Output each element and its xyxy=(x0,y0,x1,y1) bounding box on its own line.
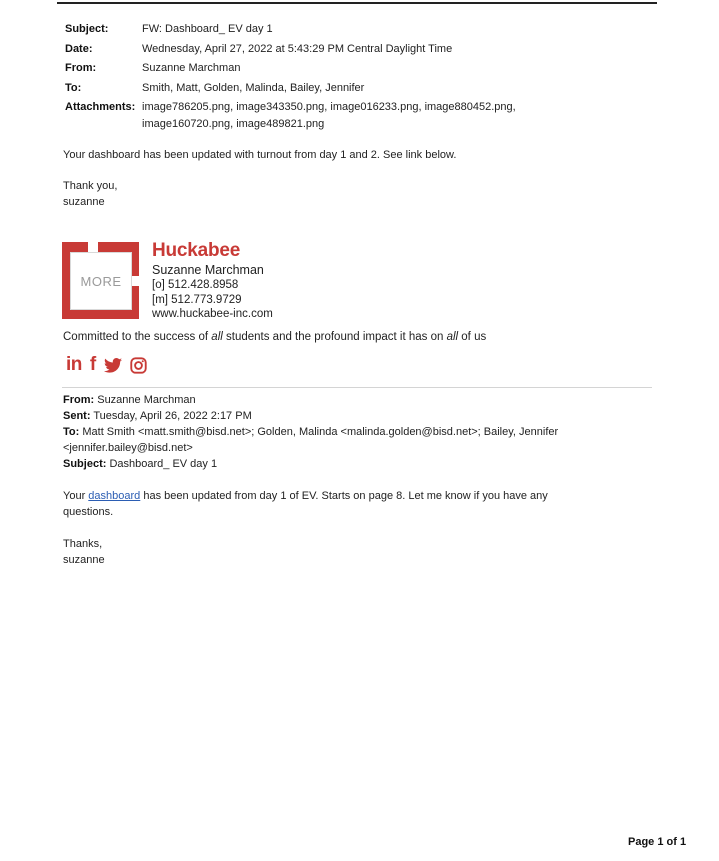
attachments-value xyxy=(142,98,665,133)
social-links xyxy=(66,354,147,376)
fwd-signoff: Thanks, suzanne xyxy=(63,538,105,566)
attachments-label: Attachments: xyxy=(65,101,136,113)
date-value: Wednesday, April 27, 2022 at 5:43:29 PM Central Daylight Time xyxy=(142,42,453,55)
from-value: Suzanne Marchman xyxy=(142,62,241,74)
fwd-to-row: To: Matt Smith <matt.smith@bisd.net>; Golden, Malinda <malinda.golden@bisd.net>; Bailey, Jennifer <jennifer.bailey@bisd.net> xyxy=(63,426,559,454)
email-header xyxy=(65,20,665,133)
attachments-line-2: image160720.png, image489821.png xyxy=(142,118,325,130)
linkedin-icon[interactable]: in xyxy=(66,354,82,375)
separator xyxy=(62,387,652,388)
mobile-phone: [m] 512.773.9729 xyxy=(152,293,242,306)
to-label: To: xyxy=(65,81,82,94)
brand-name: Huckabee xyxy=(152,240,241,261)
to-row xyxy=(65,79,665,99)
facebook-icon[interactable]: f xyxy=(89,354,97,375)
body-message: Your dashboard has been updated with turnout from day 1 and 2. See link below. xyxy=(63,149,457,161)
attachments-row xyxy=(65,98,665,133)
subject-label: Subject: xyxy=(65,23,109,35)
body-signoff xyxy=(63,178,117,210)
from-row xyxy=(65,59,665,79)
huckabee-logo xyxy=(62,242,139,319)
fwd-subject-row: Subject: Dashboard_ EV day 1 xyxy=(63,458,218,470)
signature-tagline: Committed to the success of all students and the profound impact it has on all of us xyxy=(63,331,487,343)
to-value: Smith, Matt, Golden, Malinda, Bailey, Jennifer xyxy=(142,81,365,94)
from-label: From: xyxy=(65,62,97,74)
subject-value: FW: Dashboard_ EV day 1 xyxy=(142,23,273,35)
signature-details xyxy=(152,239,273,322)
page-number: Page 1 of 1 xyxy=(628,836,687,848)
fwd-sent-row: Sent: Tuesday, April 26, 2022 2:17 PM xyxy=(63,410,252,422)
fwd-from-row: From: Suzanne Marchman xyxy=(63,394,196,406)
signature-name: Suzanne Marchman xyxy=(152,263,264,277)
date-label: Date: xyxy=(65,42,93,55)
logo-text: MORE xyxy=(80,274,122,289)
dashboard-link[interactable]: dashboard xyxy=(88,490,141,502)
subject-row xyxy=(65,20,665,40)
attachments-line-1: image786205.png, image343350.png, image016233.png, image880452.png, xyxy=(142,101,516,113)
body-thanks: Thank you, xyxy=(63,180,118,192)
office-phone: [o] 512.428.8958 xyxy=(152,279,239,291)
date-row xyxy=(65,40,665,60)
instagram-icon[interactable] xyxy=(130,357,147,374)
twitter-icon[interactable] xyxy=(104,358,122,373)
body-name: suzanne xyxy=(63,196,105,208)
email-signature xyxy=(62,239,482,321)
website-link[interactable]: www.huckabee-inc.com xyxy=(152,308,273,320)
forwarded-message xyxy=(63,392,623,568)
top-rule xyxy=(57,2,657,4)
fwd-body: Your dashboard has been updated from day 1 of EV. Starts on page 8. Let me know if you have any questions. xyxy=(63,490,548,518)
